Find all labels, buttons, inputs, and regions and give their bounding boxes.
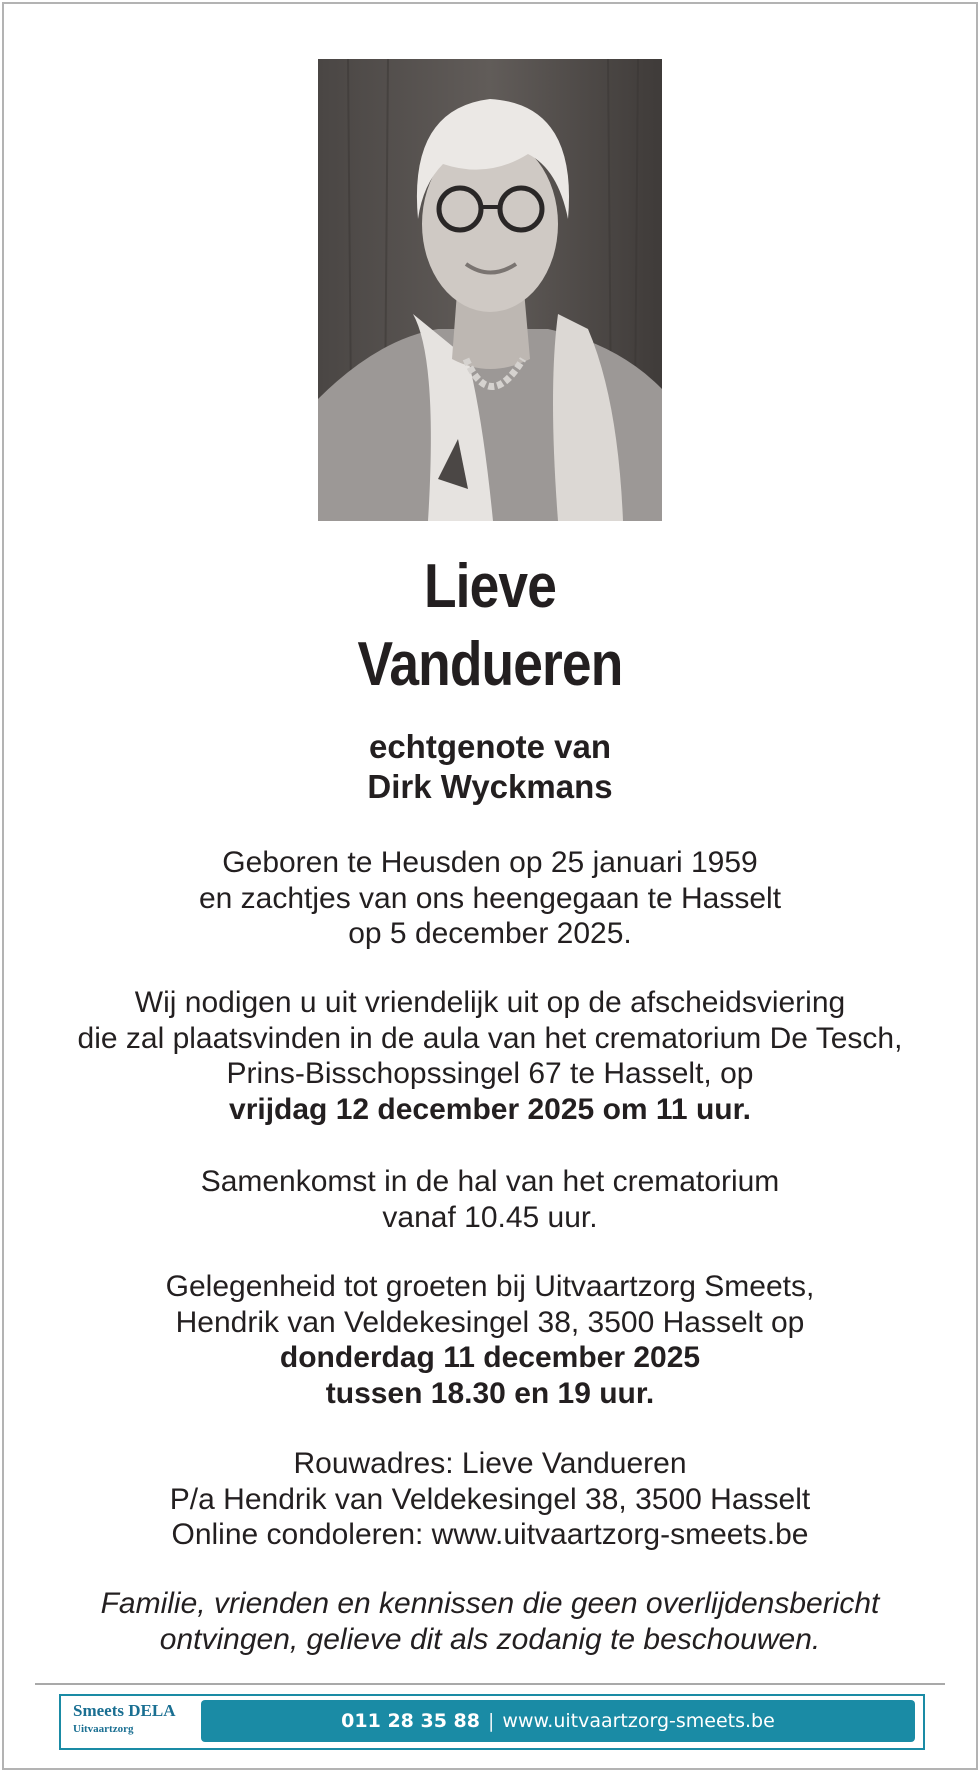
- separator: |: [488, 1710, 495, 1732]
- ceremony-line: die zal plaatsvinden in de aula van het crematorium De Tesch,: [77, 1021, 903, 1055]
- visitation-line: Gelegenheid tot groeten bij Uitvaartzorg Smeets,: [165, 1270, 815, 1303]
- phone-number[interactable]: 011 28 35 88: [341, 1710, 480, 1732]
- closing-line: ontvingen, gelieve dit als zodanig te beschouwen.: [159, 1622, 821, 1656]
- gathering-line: Samenkomst in de hal van het crematorium: [200, 1165, 780, 1198]
- spouse-name: Dirk Wyckmans: [367, 768, 613, 805]
- relation-block: [0, 727, 980, 807]
- postal-address: P/a Hendrik van Veldekesingel 38, 3500 Hasselt: [169, 1482, 811, 1516]
- closing-line: Familie, vrienden en kennissen die geen overlijdensbericht: [100, 1587, 880, 1620]
- funeral-home-footer: [59, 1694, 925, 1750]
- ceremony-line: Prins-Bisschopssingel 67 te Hasselt, op: [226, 1057, 754, 1090]
- ceremony-date: vrijdag 12 december 2025 om 11 uur.: [229, 1092, 751, 1126]
- portrait-image: [318, 59, 662, 521]
- death-date-line: op 5 december 2025.: [348, 917, 632, 950]
- visitation-time: tussen 18.30 en 19 uur.: [325, 1376, 655, 1410]
- divider: [35, 1683, 945, 1685]
- contact-bar: [201, 1700, 915, 1742]
- website-link[interactable]: www.uitvaartzorg-smeets.be: [502, 1710, 775, 1732]
- contact-text: [0, 1446, 980, 1553]
- visitation-date: donderdag 11 december 2025: [279, 1341, 701, 1374]
- birth-line: Geboren te Heusden op 25 januari 1959: [222, 846, 758, 879]
- last-name: Vandueren: [357, 630, 623, 699]
- passing-line: en zachtjes van ons heengegaan te Hasselt: [198, 881, 782, 915]
- deceased-name-block: [0, 548, 980, 704]
- visitation-line: Hendrik van Veldekesingel 38, 3500 Hasselt op: [175, 1305, 805, 1339]
- gathering-text: [0, 1164, 980, 1235]
- logo-subtitle: Uitvaartzorg: [73, 1723, 134, 1735]
- ceremony-line: Wij nodigen u uit vriendelijk uit op de afscheidsviering: [134, 986, 846, 1019]
- portrait-photo: [318, 59, 662, 521]
- relation-label: echtgenote van: [368, 728, 612, 765]
- closing-note: [0, 1586, 980, 1657]
- online-condolence: Online condoleren: www.uitvaartzorg-smeets.be: [171, 1518, 809, 1551]
- gathering-line: vanaf 10.45 uur.: [382, 1200, 598, 1234]
- ceremony-text: [0, 985, 980, 1127]
- visitation-text: [0, 1269, 980, 1411]
- mourning-address: Rouwadres: Lieve Vandueren: [293, 1447, 687, 1480]
- first-name: Lieve: [423, 552, 557, 621]
- logo-name: Smeets DELA: [73, 1701, 176, 1720]
- birth-death-text: [0, 845, 980, 952]
